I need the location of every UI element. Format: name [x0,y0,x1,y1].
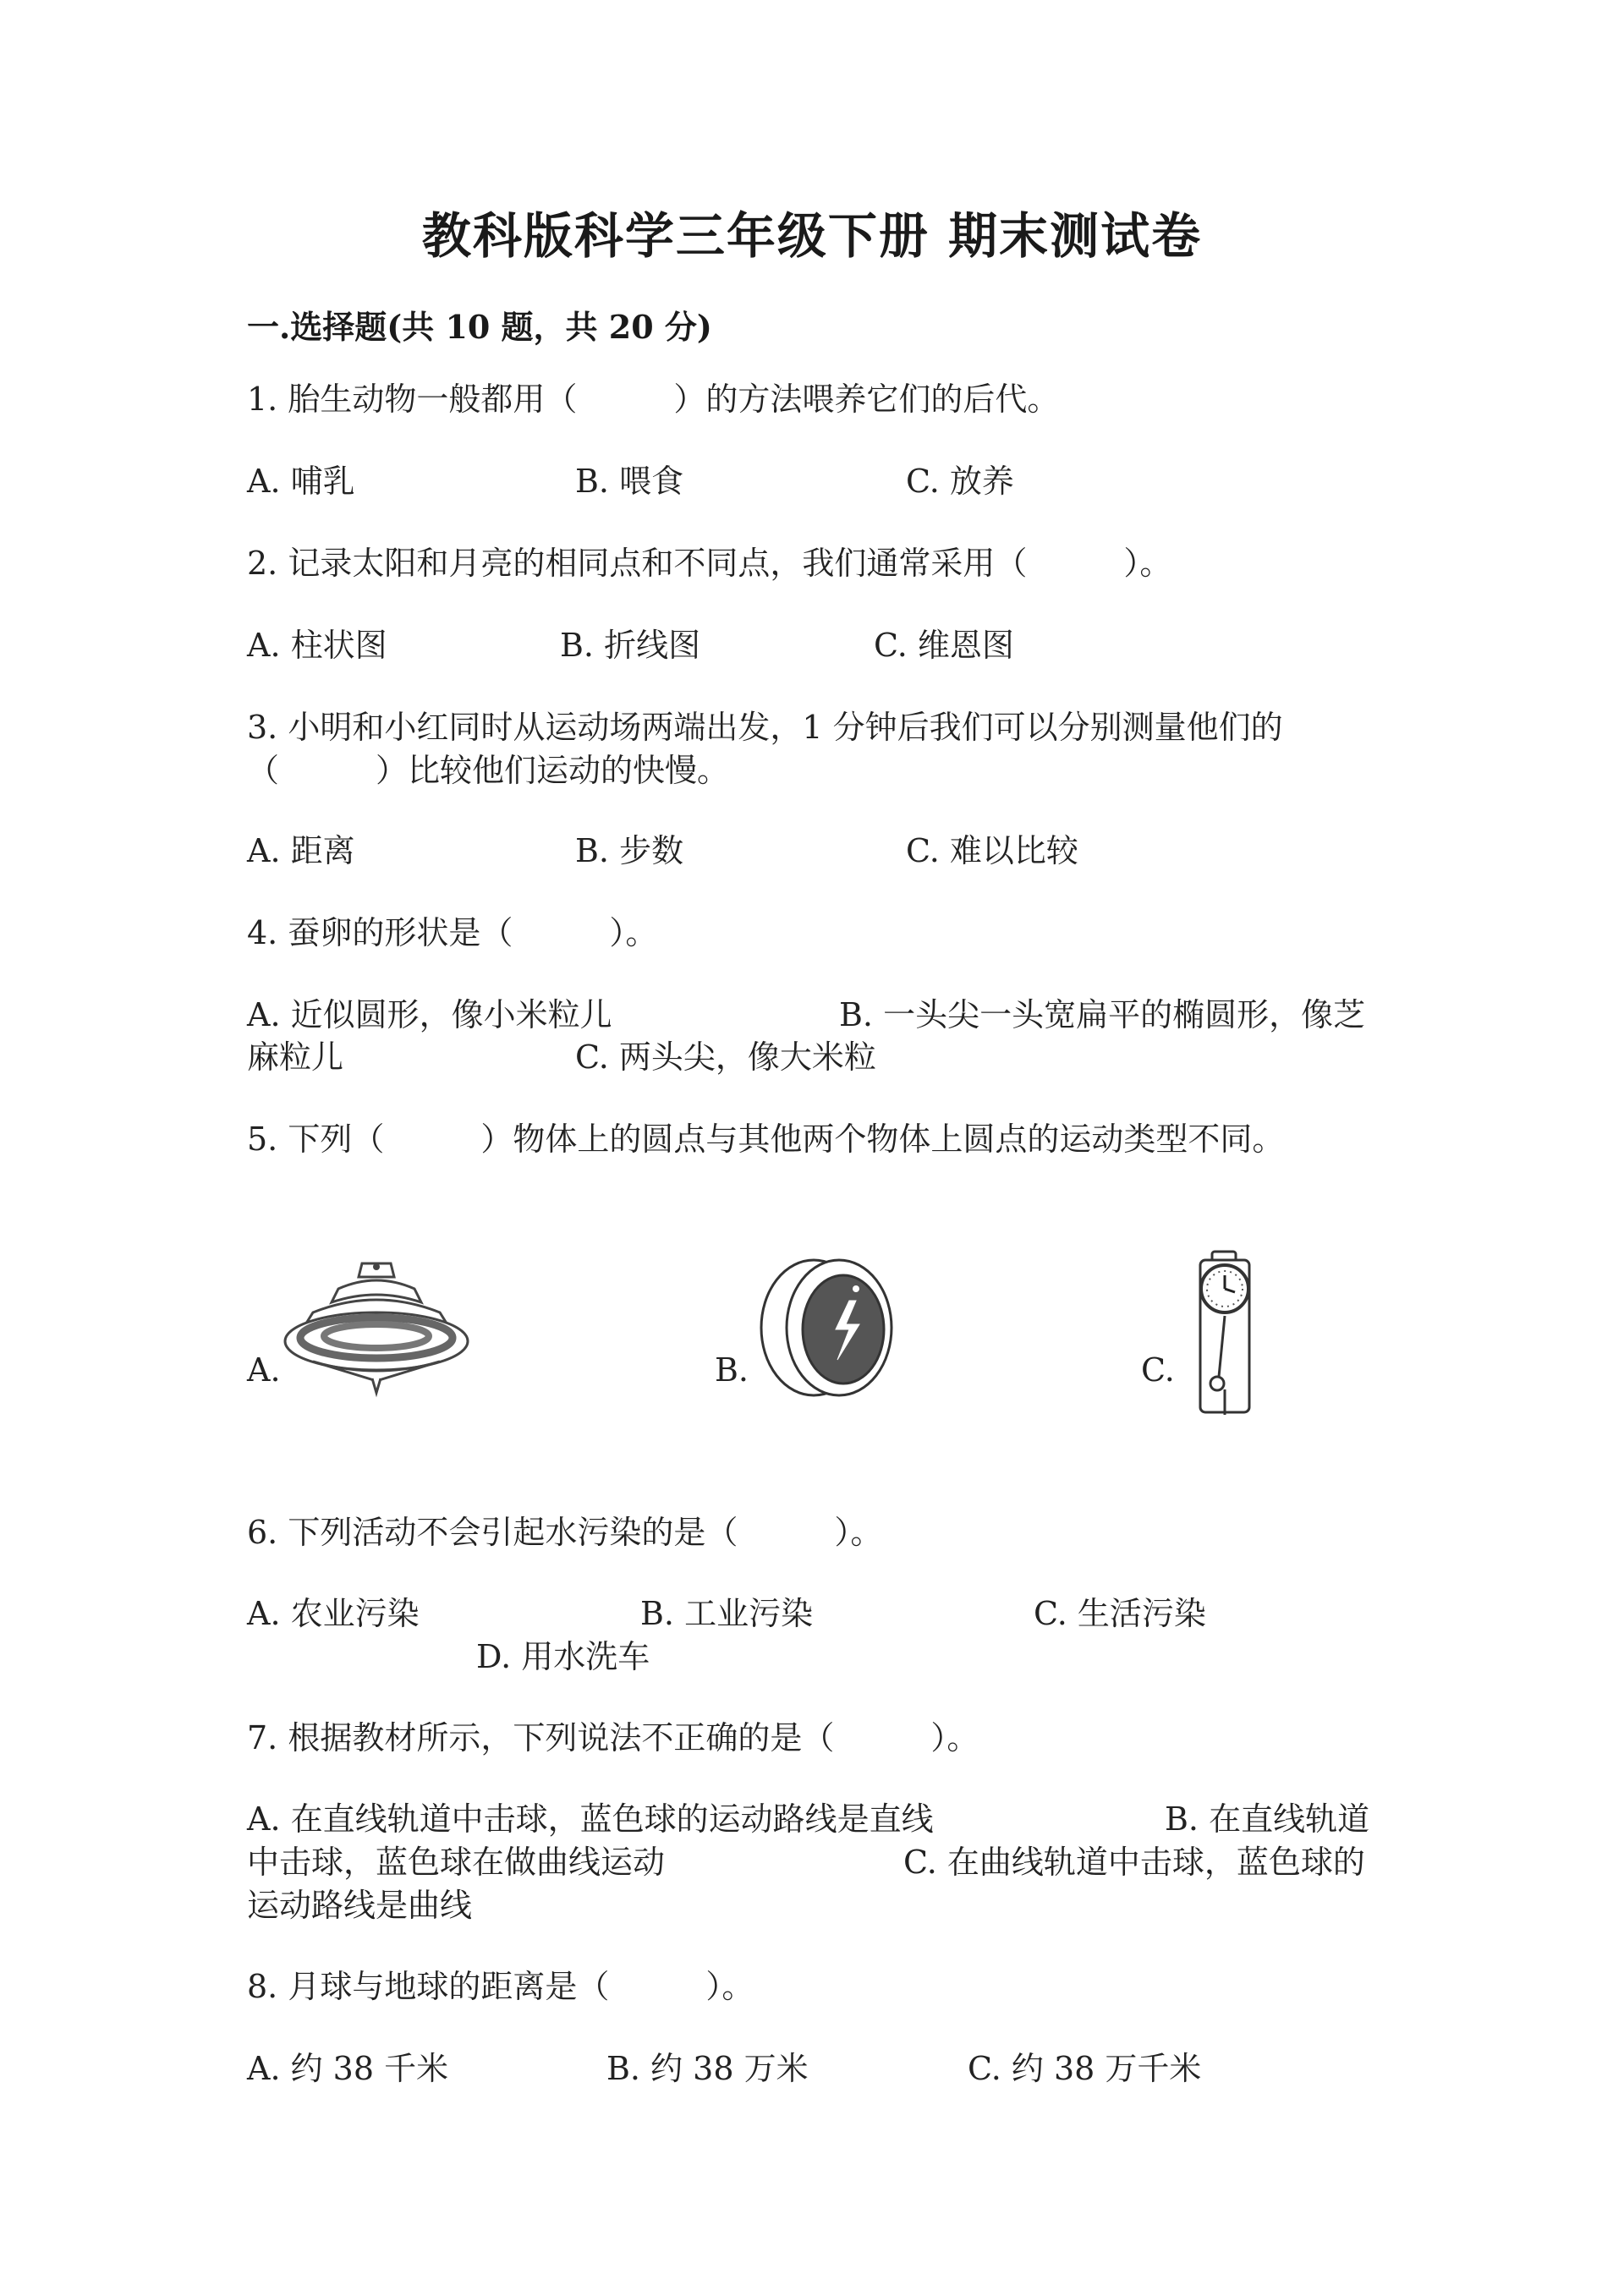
question-7-option-b: B. 在直线轨道 [1165,1800,1370,1838]
question-4-stem: 4. 蚕卵的形状是（ ）。 [247,914,658,951]
question-4-option-b: B. 一头尖一头宽扁平的椭圆形，像芝 [839,996,1366,1033]
question-5-option-a: A. [247,1351,281,1389]
question-8-option-b: B. 约 38 万米 [606,2050,809,2087]
section-heading: 一.选择题(共 10 题，共 20 分) [247,308,712,346]
question-3-option-b: B. 步数 [575,832,684,869]
question-2-option-b: B. 折线图 [560,627,701,664]
question-6-option-b: B. 工业污染 [640,1595,814,1632]
question-3-option-a: A. 距离 [247,832,355,869]
yo-yo-image [754,1252,907,1404]
question-2-option-a: A. 柱状图 [247,627,387,664]
question-1-option-c: C. 放养 [906,463,1014,500]
question-8-stem: 8. 月球与地球的距离是（ ）。 [247,1968,754,2005]
question-6-option-a: A. 农业污染 [247,1595,420,1632]
question-4-option-a: A. 近似圆形，像小米粒儿 [247,996,612,1033]
question-5-option-b: B. [715,1351,749,1389]
question-7-stem: 7. 根据教材所示，下列说法不正确的是（ ）。 [247,1719,979,1756]
page-title: 教科版科学三年级下册 期末测试卷 [421,207,1203,265]
question-5-stem: 5. 下列（ ）物体上的圆点与其他两个物体上圆点的运动类型不同。 [247,1121,1285,1158]
question-1-stem: 1. 胎生动物一般都用（ ）的方法喂养它们的后代。 [247,381,1060,418]
question-3-option-c: C. 难以比较 [906,832,1078,869]
question-1-option-a: A. 哺乳 [247,463,355,500]
question-8-option-c: C. 约 38 万千米 [968,2050,1202,2087]
pendulum-clock-image [1188,1250,1265,1419]
question-7-option-b-continued: 中击球，蓝色球在做曲线运动 [247,1844,666,1881]
question-8-option-a: A. 约 38 千米 [247,2050,449,2087]
question-1-option-b: B. 喂食 [575,463,684,500]
spinning-top-image [279,1253,474,1401]
question-6-option-d: D. 用水洗车 [476,1638,650,1675]
question-7-option-a: A. 在直线轨道中击球，蓝色球的运动路线是直线 [247,1800,934,1838]
question-2-option-c: C. 维恩图 [874,627,1014,664]
question-7-option-c-continued: 运动路线是曲线 [247,1887,473,1924]
question-3-stem-line-2: （ ）比较他们运动的快慢。 [247,752,730,789]
question-7-option-c: C. 在曲线轨道中击球，蓝色球的 [903,1844,1365,1881]
question-3-stem-line-1: 3. 小明和小红同时从运动场两端出发，1 分钟后我们可以分别测量他们的 [247,709,1283,746]
question-6-stem: 6. 下列活动不会引起水污染的是（ ）。 [247,1514,883,1551]
question-4-option-b-continued: 麻粒儿 [247,1038,344,1076]
question-6-option-c: C. 生活污染 [1034,1595,1206,1632]
question-5-option-c: C. [1141,1351,1175,1389]
question-2-stem: 2. 记录太阳和月亮的相同点和不同点，我们通常采用（ ）。 [247,545,1172,582]
question-4-option-c: C. 两头尖，像大米粒 [575,1038,876,1076]
